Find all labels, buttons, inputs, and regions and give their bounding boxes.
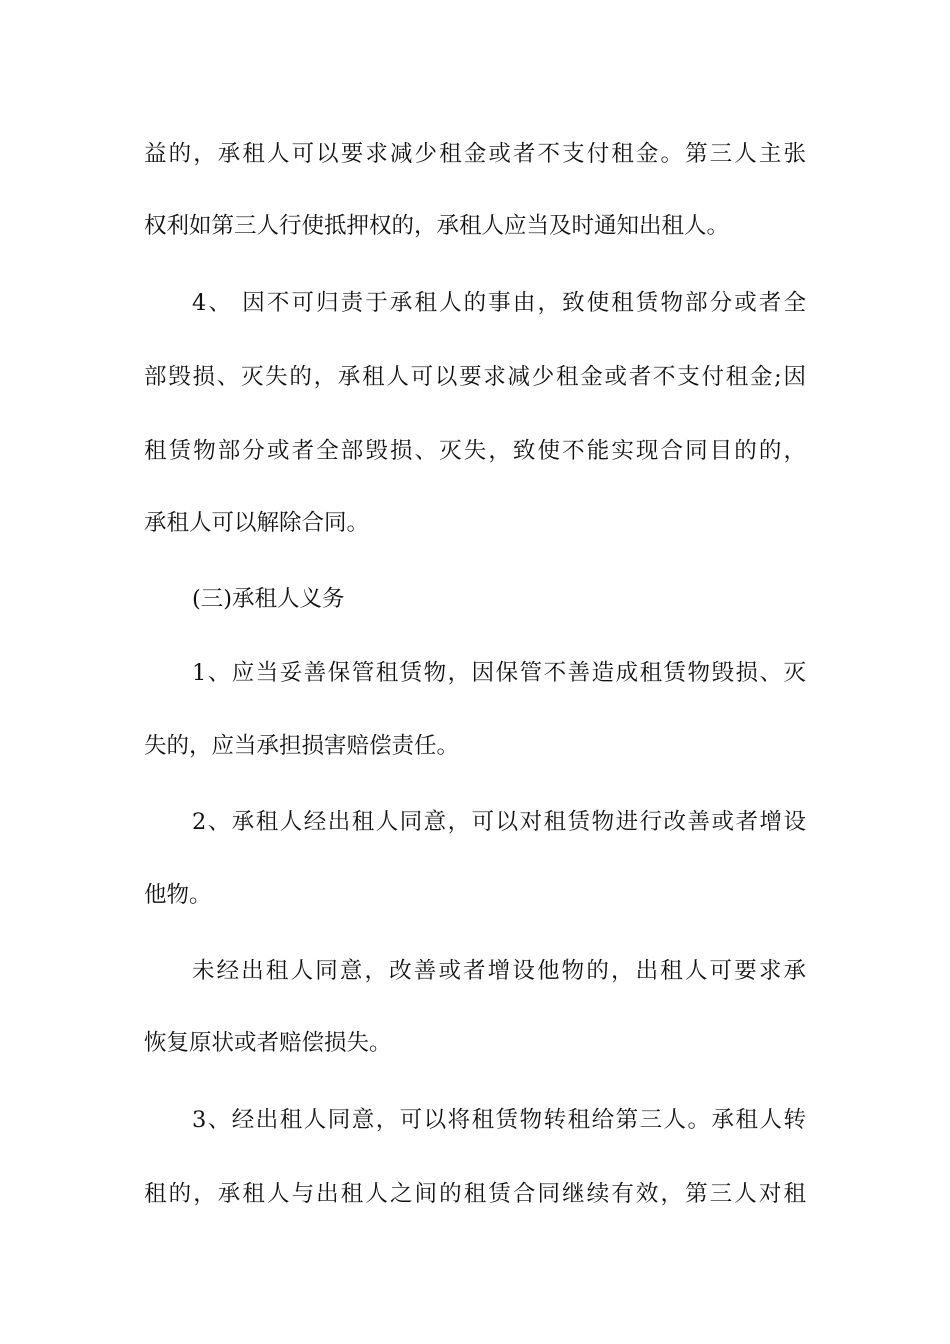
paragraph-line: 失的，应当承担损害赔偿责任。 xyxy=(144,733,460,759)
paragraph-line: 1、应当妥善保管租赁物，因保管不善造成租赁物毁损、灭 xyxy=(192,660,806,686)
paragraph-line: 益的，承租人可以要求减少租金或者不支付租金。第三人主张 xyxy=(144,141,806,167)
paragraph-line: 承租人可以解除合同。 xyxy=(144,510,370,536)
paragraph-line: 租的，承租人与出租人之间的租赁合同继续有效，第三人对租 xyxy=(144,1181,806,1207)
paragraph-line: 3、经出租人同意，可以将租赁物转租给第三人。承租人转 xyxy=(192,1107,806,1133)
section-heading: (三)承租人义务 xyxy=(192,586,345,612)
paragraph-line: 2、承租人经出租人同意，可以对租赁物进行改善或者增设 xyxy=(192,809,806,835)
paragraph-line: 权利如第三人行使抵押权的，承租人应当及时通知出租人。 xyxy=(144,213,730,239)
paragraph-line: 他物。 xyxy=(144,882,212,908)
paragraph-line: 租赁物部分或者全部毁损、灭失，致使不能实现合同目的的， xyxy=(144,438,806,464)
paragraph-line: 恢复原状或者赔偿损失。 xyxy=(144,1030,392,1056)
paragraph-line: 部毁损、灭失的，承租人可以要求减少租金或者不支付租金;因 xyxy=(144,364,806,390)
paragraph-line: 4、 因不可归责于承租人的事由，致使租赁物部分或者全 xyxy=(192,290,806,316)
paragraph-line: 未经出租人同意，改善或者增设他物的，出租人可要求承 xyxy=(192,958,806,984)
